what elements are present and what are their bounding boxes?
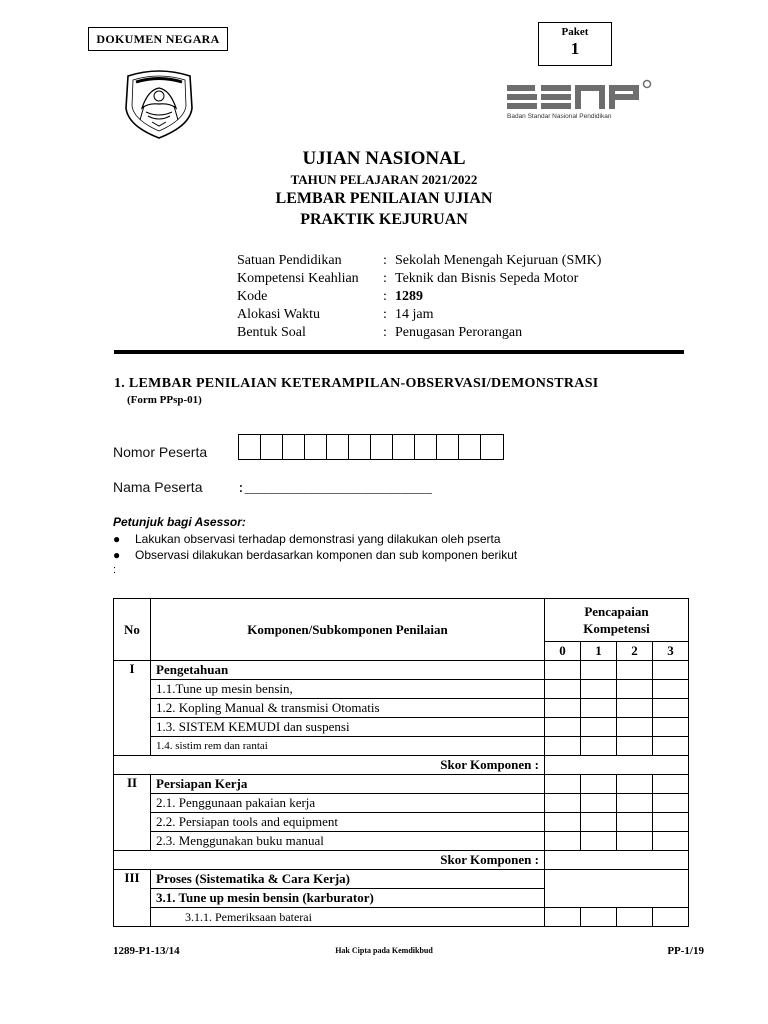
form-code: (Form PPsp-01) [127, 394, 202, 406]
digit-box[interactable] [437, 435, 459, 459]
bullet-icon: ● [113, 532, 121, 546]
info-key: Kompetensi Keahlian [237, 271, 359, 286]
footer-page: PP-1/19 [667, 945, 704, 957]
subcomponent: 2.1. Penggunaan pakaian kerja [151, 794, 545, 813]
score-cell[interactable] [581, 908, 617, 927]
paket-box [538, 22, 612, 66]
score-cell[interactable] [653, 699, 689, 718]
digit-box[interactable] [371, 435, 393, 459]
row-number: II [114, 775, 151, 851]
petunjuk-list [113, 531, 517, 563]
paket-number: 1 [570, 39, 580, 58]
table-row [114, 870, 689, 889]
score-cell[interactable] [653, 680, 689, 699]
score-cell[interactable] [545, 908, 581, 927]
info-value: 14 jam [395, 307, 434, 322]
subcomponent: 3.1.1. Pemeriksaan baterai [151, 908, 545, 927]
bsnp-subtitle: Badan Standar Nasional Pendidikan [507, 113, 612, 120]
score-3-header: 3 [653, 642, 689, 661]
info-key: Kode [237, 289, 268, 304]
component-title: Pengetahuan [151, 661, 545, 680]
skor-komponen-value[interactable] [545, 756, 689, 775]
table-row [114, 737, 689, 756]
score-cell[interactable] [581, 813, 617, 832]
score-cell[interactable] [545, 680, 581, 699]
digit-box[interactable] [481, 435, 503, 459]
score-cell[interactable] [581, 737, 617, 756]
subcomponent: 1.1.Tune up mesin bensin, [151, 680, 545, 699]
skor-komponen-label: Skor Komponen : [114, 756, 545, 775]
section-title: 1. LEMBAR PENILAIAN KETERAMPILAN-OBSERVASI/DEMONSTRASI [114, 376, 599, 391]
title-ujian-nasional: UJIAN NASIONAL [302, 148, 466, 169]
score-cell[interactable] [545, 832, 581, 851]
info-value: 1289 [395, 289, 423, 304]
bullet-icon: ● [113, 548, 121, 562]
score-cell[interactable] [617, 794, 653, 813]
score-cell[interactable] [545, 737, 581, 756]
skor-komponen-label: Skor Komponen : [114, 851, 545, 870]
score-cell[interactable] [617, 661, 653, 680]
bsnp-logo [505, 78, 655, 128]
table-row [114, 832, 689, 851]
col-no-header: No [114, 599, 151, 661]
table-row [114, 813, 689, 832]
score-cell[interactable] [653, 908, 689, 927]
info-value: Sekolah Menengah Kejuruan (SMK) [395, 253, 602, 268]
info-key: Bentuk Soal [237, 325, 306, 340]
skor-komponen-value[interactable] [545, 851, 689, 870]
title-lembar-penilaian: LEMBAR PENILAIAN UJIAN [275, 190, 493, 207]
score-cell[interactable] [581, 794, 617, 813]
score-cell[interactable] [581, 661, 617, 680]
component-title: Persiapan Kerja [151, 775, 545, 794]
merged-score-cell [545, 870, 689, 908]
subcomponent: 2.2. Persiapan tools and equipment [151, 813, 545, 832]
score-cell[interactable] [581, 680, 617, 699]
info-row: Kode : 1289 [237, 289, 423, 304]
petunjuk-title: Petunjuk bagi Asessor: [113, 515, 246, 529]
score-1-header: 1 [581, 642, 617, 661]
digit-box[interactable] [305, 435, 327, 459]
score-cell[interactable] [653, 832, 689, 851]
info-row: Kompetensi Keahlian : Teknik dan Bisnis Sepeda Motor [237, 271, 579, 286]
table-row [114, 680, 689, 699]
nama-peserta-field[interactable]: :________________________ [237, 481, 433, 496]
assessment-table [113, 598, 689, 927]
digit-box[interactable] [459, 435, 481, 459]
table-row [114, 775, 689, 794]
score-cell[interactable] [545, 813, 581, 832]
score-0-header: 0 [545, 642, 581, 661]
score-cell[interactable] [617, 699, 653, 718]
score-cell[interactable] [653, 794, 689, 813]
table-header-row [114, 599, 689, 642]
subcomponent-heading: 3.1. Tune up mesin bensin (karburator) [151, 889, 545, 908]
table-row [114, 661, 689, 680]
trailing-colon: : [113, 564, 117, 576]
info-row: Alokasi Waktu : 14 jam [237, 307, 434, 322]
info-key: Satuan Pendidikan [237, 253, 342, 268]
row-number: I [114, 661, 151, 756]
list-item: ● Lakukan observasi terhadap demonstrasi yang dilakukan oleh pserta [113, 532, 501, 546]
score-cell[interactable] [581, 718, 617, 737]
subcomponent: 2.3. Menggunakan buku manual [151, 832, 545, 851]
table-row [114, 794, 689, 813]
score-cell[interactable] [617, 737, 653, 756]
score-2-header: 2 [617, 642, 653, 661]
list-item: ● Observasi dilakukan berdasarkan komponen dan sub komponen berikut [113, 548, 518, 562]
digit-box[interactable] [327, 435, 349, 459]
row-number: III [114, 870, 151, 927]
score-cell[interactable] [545, 794, 581, 813]
tut-wuri-handayani-emblem [118, 68, 200, 140]
footer-copyright: Hak Cipta pada Kemdikbud [335, 946, 433, 955]
info-value: Teknik dan Bisnis Sepeda Motor [395, 271, 579, 286]
title-praktik-kejuruan: PRAKTIK KEJURUAN [300, 211, 468, 228]
nomor-peserta-label: Nomor Peserta [113, 444, 208, 460]
digit-box[interactable] [349, 435, 371, 459]
skor-row [114, 756, 689, 775]
subcomponent: 1.3. SISTEM KEMUDI dan suspensi [151, 718, 545, 737]
info-key: Alokasi Waktu [237, 307, 320, 322]
info-row: Bentuk Soal : Penugasan Perorangan [237, 325, 523, 340]
score-cell[interactable] [653, 737, 689, 756]
nomor-peserta-input[interactable] [238, 434, 504, 460]
score-cell[interactable] [617, 908, 653, 927]
score-cell[interactable] [581, 699, 617, 718]
score-cell[interactable] [617, 718, 653, 737]
footer-code: 1289-P1-13/14 [113, 945, 180, 957]
score-cell[interactable] [581, 832, 617, 851]
score-cell[interactable] [653, 718, 689, 737]
digit-box[interactable] [261, 435, 283, 459]
digit-box[interactable] [239, 435, 261, 459]
subcomponent: 1.2. Kopling Manual & transmisi Otomatis [151, 699, 545, 718]
exam-info [237, 252, 601, 342]
score-cell[interactable] [653, 661, 689, 680]
info-value: Penugasan Perorangan [395, 325, 523, 340]
subcomponent: 1.4. sistim rem dan rantai [151, 737, 545, 756]
score-cell[interactable] [617, 813, 653, 832]
component-title: Proses (Sistematika & Cara Kerja) [151, 870, 545, 889]
table-row [114, 699, 689, 718]
paket-label: Paket [561, 26, 589, 38]
digit-box[interactable] [283, 435, 305, 459]
col-komponen-header: Komponen/Subkomponen Penilaian [151, 599, 545, 661]
score-cell[interactable] [545, 661, 581, 680]
nama-peserta-label: Nama Peserta [113, 479, 203, 495]
score-cell[interactable] [617, 832, 653, 851]
score-cell[interactable] [653, 775, 689, 794]
score-cell[interactable] [545, 699, 581, 718]
document-label: DOKUMEN NEGARA [88, 27, 228, 51]
digit-box[interactable] [415, 435, 437, 459]
score-cell[interactable] [581, 775, 617, 794]
divider-rule [114, 350, 684, 354]
skor-row [114, 851, 689, 870]
score-cell[interactable] [617, 775, 653, 794]
col-pencapaian-header: Pencapaian Kompetensi [545, 599, 689, 642]
score-cell[interactable] [653, 813, 689, 832]
score-cell[interactable] [617, 680, 653, 699]
info-row: Satuan Pendidikan : Sekolah Menengah Kejuruan (SMK) [237, 253, 602, 268]
score-cell[interactable] [545, 775, 581, 794]
score-cell[interactable] [545, 718, 581, 737]
title-tahun-pelajaran: TAHUN PELAJARAN 2021/2022 [290, 172, 478, 187]
table-row [114, 908, 689, 927]
digit-box[interactable] [393, 435, 415, 459]
table-row [114, 718, 689, 737]
